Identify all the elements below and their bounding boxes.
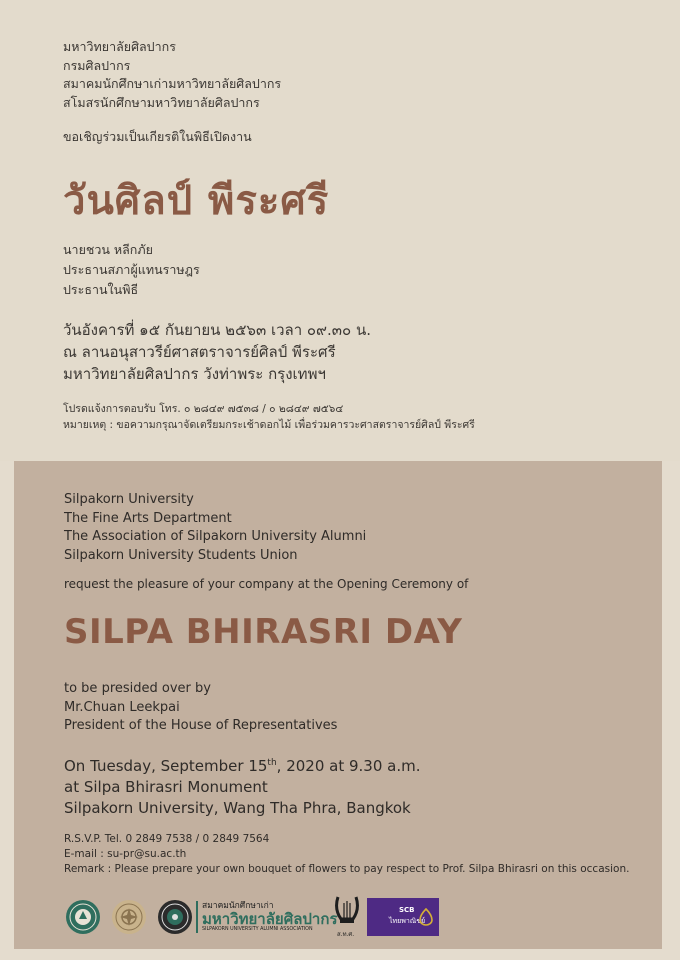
english-date-line: at Silpa Bhirasri Monument [64, 778, 268, 796]
english-org-line: The Association of Silpakorn University Alumni [64, 529, 367, 544]
english-rsvp-line: R.S.V.P. Tel. 0 2849 7538 / 0 2849 7564 [64, 833, 270, 845]
alumni-logo-small-text: สมาคมนักศึกษาเก่า [202, 901, 274, 911]
english-host-block [64, 680, 337, 736]
thai-date-line: มหาวิทยาลัยศิลปากร วังท่าพระ กรุงเทพฯ [63, 365, 326, 383]
scb-logo-text: SCB [399, 906, 415, 914]
logo-divider [196, 901, 198, 933]
thai-host-block [63, 240, 200, 300]
silpakorn-university-seal-icon [65, 899, 101, 935]
thai-date-line: ณ ลานอนุสาวรีย์ศาสตราจารย์ศิลป์ พีระศรี [63, 343, 336, 361]
alumni-logo-big-text: มหาวิทยาลัยศิลปากร [202, 910, 338, 928]
lyre-icon [333, 895, 361, 929]
thai-org-line: สมาคมนักศึกษาเก่ามหาวิทยาลัยศิลปากร [63, 76, 282, 91]
english-host-line: to be presided over by [64, 681, 211, 696]
thai-rsvp-block [63, 401, 475, 433]
english-event-title: SILPA BHIRASRI DAY [64, 612, 463, 652]
thai-host-line: ประธานในพิธี [63, 282, 139, 297]
lyre-logo [333, 895, 361, 937]
english-org-line: Silpakorn University Students Union [64, 547, 298, 563]
english-org-line: Silpakorn University [64, 492, 194, 507]
english-invite-text: request the pleasure of your company at the Opening Ceremony of [64, 577, 469, 591]
english-rsvp-line: Remark : Please prepare your own bouquet of flowers to pay respect to Prof. Silpa Bhirasri on this occasion. [64, 863, 630, 875]
students-union-seal-icon [157, 899, 193, 935]
english-host-line: Mr.Chuan Leekpai [64, 699, 180, 715]
thai-invite-text: ขอเชิญร่วมเป็นเกียรติในพิธีเปิดงาน [63, 129, 252, 144]
english-date-line-1 [64, 753, 420, 777]
english-date-line: Silpakorn University, Wang Tha Phra, Bangkok [64, 799, 411, 817]
thai-date-line: วันอังคารที่ ๑๕ กันยายน ๒๕๖๓ เวลา ๐๙.๓๐ น. [63, 321, 372, 339]
thai-host-line: นายชวน หลีกภัย [63, 242, 153, 257]
thai-rsvp-line: โปรดแจ้งการตอบรับ โทร. ๐ ๒๘๔๙ ๗๕๓๘ / ๐ ๒๘๔๙ ๗๕๖๔ [63, 403, 344, 415]
lyre-caption: ส.ท.ศ. [337, 931, 355, 938]
english-date-part: On Tuesday, September 15 [64, 757, 268, 775]
english-rsvp-block [64, 832, 629, 877]
fine-arts-department-seal-icon [111, 899, 147, 935]
english-host-line: President of the House of Representatives [64, 718, 338, 733]
thai-org-line: สโมสรนักศึกษามหาวิทยาลัยศิลปากร [63, 94, 260, 110]
english-date-part: , 2020 at 9.30 a.m. [276, 757, 421, 775]
thai-date-block [63, 319, 371, 385]
thai-host-line: ประธานสภาผู้แทนราษฎร [63, 262, 200, 277]
english-date-block [64, 753, 420, 819]
thai-org-line: กรมศิลปากร [63, 57, 131, 73]
alumni-logo-english-text: SILPAKORN UNIVERSITY ALUMNI ASSOCIATION [202, 927, 313, 932]
thai-org-list [63, 38, 281, 112]
thai-org-line: มหาวิทยาลัยศิลปากร [63, 39, 176, 54]
english-org-line: The Fine Arts Department [64, 510, 232, 526]
date-ordinal-suffix: th [267, 758, 277, 768]
thai-event-title: วันศิลป์ พีระศรี [63, 178, 330, 224]
english-rsvp-line: E-mail : su-pr@su.ac.th [64, 848, 187, 860]
scb-bank-logo [367, 898, 439, 936]
scb-emblem-icon [419, 908, 433, 926]
english-org-list [64, 491, 366, 565]
alumni-association-logo [196, 898, 338, 936]
scb-logo-thai-text: ไทยพาณิชย์ [389, 917, 426, 925]
thai-rsvp-line: หมายเหตุ : ขอความกรุณาจัดเตรียมกระเช้าดอกไม้ เพื่อร่วมคารวะศาสตราจารย์ศิลป์ พีระศรี [63, 419, 475, 431]
